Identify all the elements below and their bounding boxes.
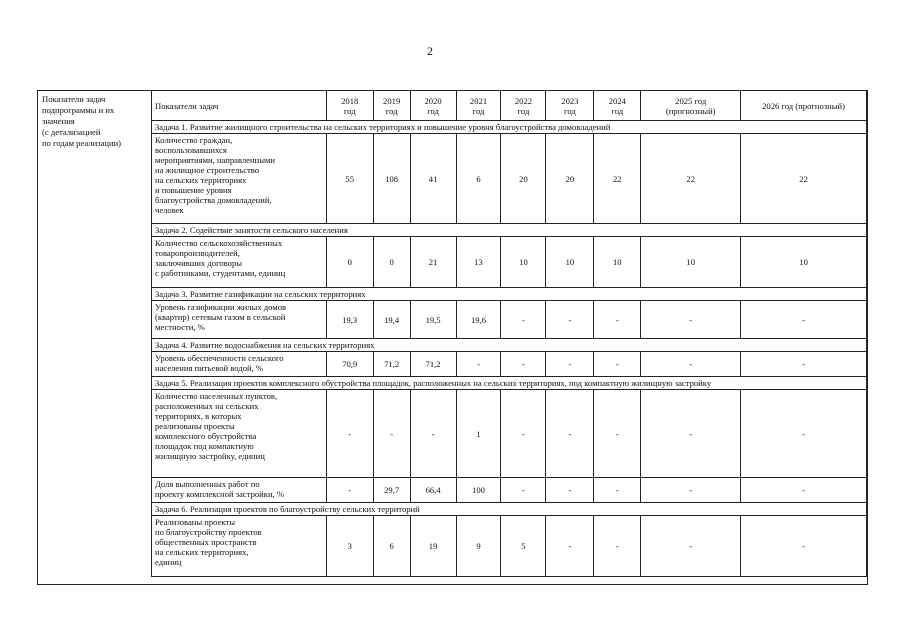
task-row: [152, 288, 867, 301]
indicator-name: Реализованы проекты по благоустройству проектов общественных пространств на сельских территориях, единиц: [152, 516, 327, 577]
task-row: [152, 121, 867, 134]
indicator-value: 5: [501, 516, 546, 577]
indicator-value: 1: [456, 390, 501, 478]
indicator-value: -: [501, 301, 546, 339]
task-title: Задача 6. Реализация проектов по благоустройству сельских территорий: [152, 503, 867, 516]
indicator-value: -: [326, 478, 373, 503]
header-row: [152, 91, 867, 121]
indicator-value: 0: [326, 237, 373, 288]
indicator-value: 13: [456, 237, 501, 288]
indicators-table: [151, 90, 867, 577]
indicator-value: 100: [456, 478, 501, 503]
indicator-row: [152, 237, 867, 288]
indicator-value: -: [641, 301, 741, 339]
task-title: Задача 1. Развитие жилищного строительства на сельских территориях и повышение уровня благоустройства домовладений: [152, 121, 867, 134]
indicator-value: 71,2: [410, 352, 456, 377]
header-year: 2022 год: [501, 91, 546, 121]
indicator-value: 22: [641, 134, 741, 224]
indicators-table-frame: [37, 90, 868, 585]
indicator-value: -: [456, 352, 501, 377]
indicator-value: -: [410, 390, 456, 478]
indicator-value: 20: [546, 134, 594, 224]
indicator-value: -: [741, 516, 867, 577]
indicator-value: 19,4: [373, 301, 410, 339]
indicator-value: -: [373, 390, 410, 478]
indicator-value: 10: [501, 237, 546, 288]
header-year: 2019 год: [373, 91, 410, 121]
indicator-value: 19,6: [456, 301, 501, 339]
indicator-value: -: [326, 390, 373, 478]
indicator-value: -: [741, 352, 867, 377]
indicator-value: 3: [326, 516, 373, 577]
task-title: Задача 2. Содействие занятости сельского населения: [152, 224, 867, 237]
indicator-value: 10: [594, 237, 641, 288]
indicator-value: 66,4: [410, 478, 456, 503]
indicator-name: Доля выполненных работ по проекту комплексной застройки, %: [152, 478, 327, 503]
indicator-name: Уровень обеспеченности сельского населения питьевой водой, %: [152, 352, 327, 377]
indicator-value: -: [594, 478, 641, 503]
indicator-value: -: [594, 390, 641, 478]
indicator-value: -: [501, 352, 546, 377]
section-label: Показатели задач подпрограммы и их значения (с детализацией по годам реализации): [42, 94, 122, 148]
header-year: 2024 год: [594, 91, 641, 121]
indicator-value: -: [641, 352, 741, 377]
indicator-value: -: [594, 301, 641, 339]
header-indicator: Показатели задач: [152, 91, 327, 121]
header-year: 2018 год: [326, 91, 373, 121]
task-title: Задача 5. Реализация проектов комплексного обустройства площадок, расположенных на сельских территориях, под компактную жилищную застройку: [152, 377, 867, 390]
indicator-value: 10: [546, 237, 594, 288]
task-row: [152, 224, 867, 237]
task-row: [152, 503, 867, 516]
indicator-value: -: [741, 478, 867, 503]
indicator-value: -: [594, 352, 641, 377]
indicator-value: -: [641, 478, 741, 503]
indicator-value: 19,3: [326, 301, 373, 339]
task-row: [152, 339, 867, 352]
indicator-value: -: [501, 390, 546, 478]
indicator-value: -: [741, 390, 867, 478]
indicator-value: 41: [410, 134, 456, 224]
indicator-value: 10: [741, 237, 867, 288]
indicator-value: 70,9: [326, 352, 373, 377]
indicator-value: 9: [456, 516, 501, 577]
indicator-row: [152, 478, 867, 503]
indicator-value: -: [741, 301, 867, 339]
indicator-value: -: [546, 516, 594, 577]
indicator-value: -: [546, 352, 594, 377]
header-year: 2021 год: [456, 91, 501, 121]
indicator-value: -: [641, 516, 741, 577]
header-year: 2025 год (прогнозный): [641, 91, 741, 121]
indicator-row: [152, 301, 867, 339]
indicator-value: 0: [373, 237, 410, 288]
indicator-value: 6: [373, 516, 410, 577]
indicator-value: -: [641, 390, 741, 478]
indicator-value: 19: [410, 516, 456, 577]
header-year: 2026 год (прогнозный): [741, 91, 867, 121]
indicator-value: -: [546, 478, 594, 503]
indicator-value: 10: [641, 237, 741, 288]
indicator-name: Количество населенных пунктов, расположенных на сельских территориях, в которых реализованы проекты комплексного обустройства площадок под компактную жилищную застройку, единиц: [152, 390, 327, 478]
indicator-value: 29,7: [373, 478, 410, 503]
indicator-value: 6: [456, 134, 501, 224]
indicator-value: -: [546, 390, 594, 478]
task-title: Задача 4. Развитие водоснабжения на сельских территориях: [152, 339, 867, 352]
indicator-value: 20: [501, 134, 546, 224]
task-title: Задача 3. Развитие газификации на сельских территориях: [152, 288, 867, 301]
indicator-value: 21: [410, 237, 456, 288]
indicator-value: 22: [741, 134, 867, 224]
indicator-row: [152, 134, 867, 224]
indicator-value: -: [501, 478, 546, 503]
indicator-name: Количество сельскохозяйственных товаропроизводителей, заключивших договоры с работниками, студентами, единиц: [152, 237, 327, 288]
task-row: [152, 377, 867, 390]
header-year: 2023 год: [546, 91, 594, 121]
indicator-name: Количество граждан, воспользовавшихся мероприятиями, направленными на жилищное строительство на сельских территориях и повышение уровня благоустройства домовладений, человек: [152, 134, 327, 224]
indicator-name: Уровень газификации жилых домов (квартир) сетевым газом в сельской местности, %: [152, 301, 327, 339]
indicator-value: -: [546, 301, 594, 339]
indicator-value: 22: [594, 134, 641, 224]
indicator-value: 108: [373, 134, 410, 224]
indicator-row: [152, 352, 867, 377]
page-number: 2: [427, 44, 433, 58]
indicator-value: 71,2: [373, 352, 410, 377]
indicator-row: [152, 390, 867, 478]
header-year: 2020 год: [410, 91, 456, 121]
indicator-value: 19,5: [410, 301, 456, 339]
indicator-row: [152, 516, 867, 577]
indicator-value: -: [594, 516, 641, 577]
indicator-value: 55: [326, 134, 373, 224]
